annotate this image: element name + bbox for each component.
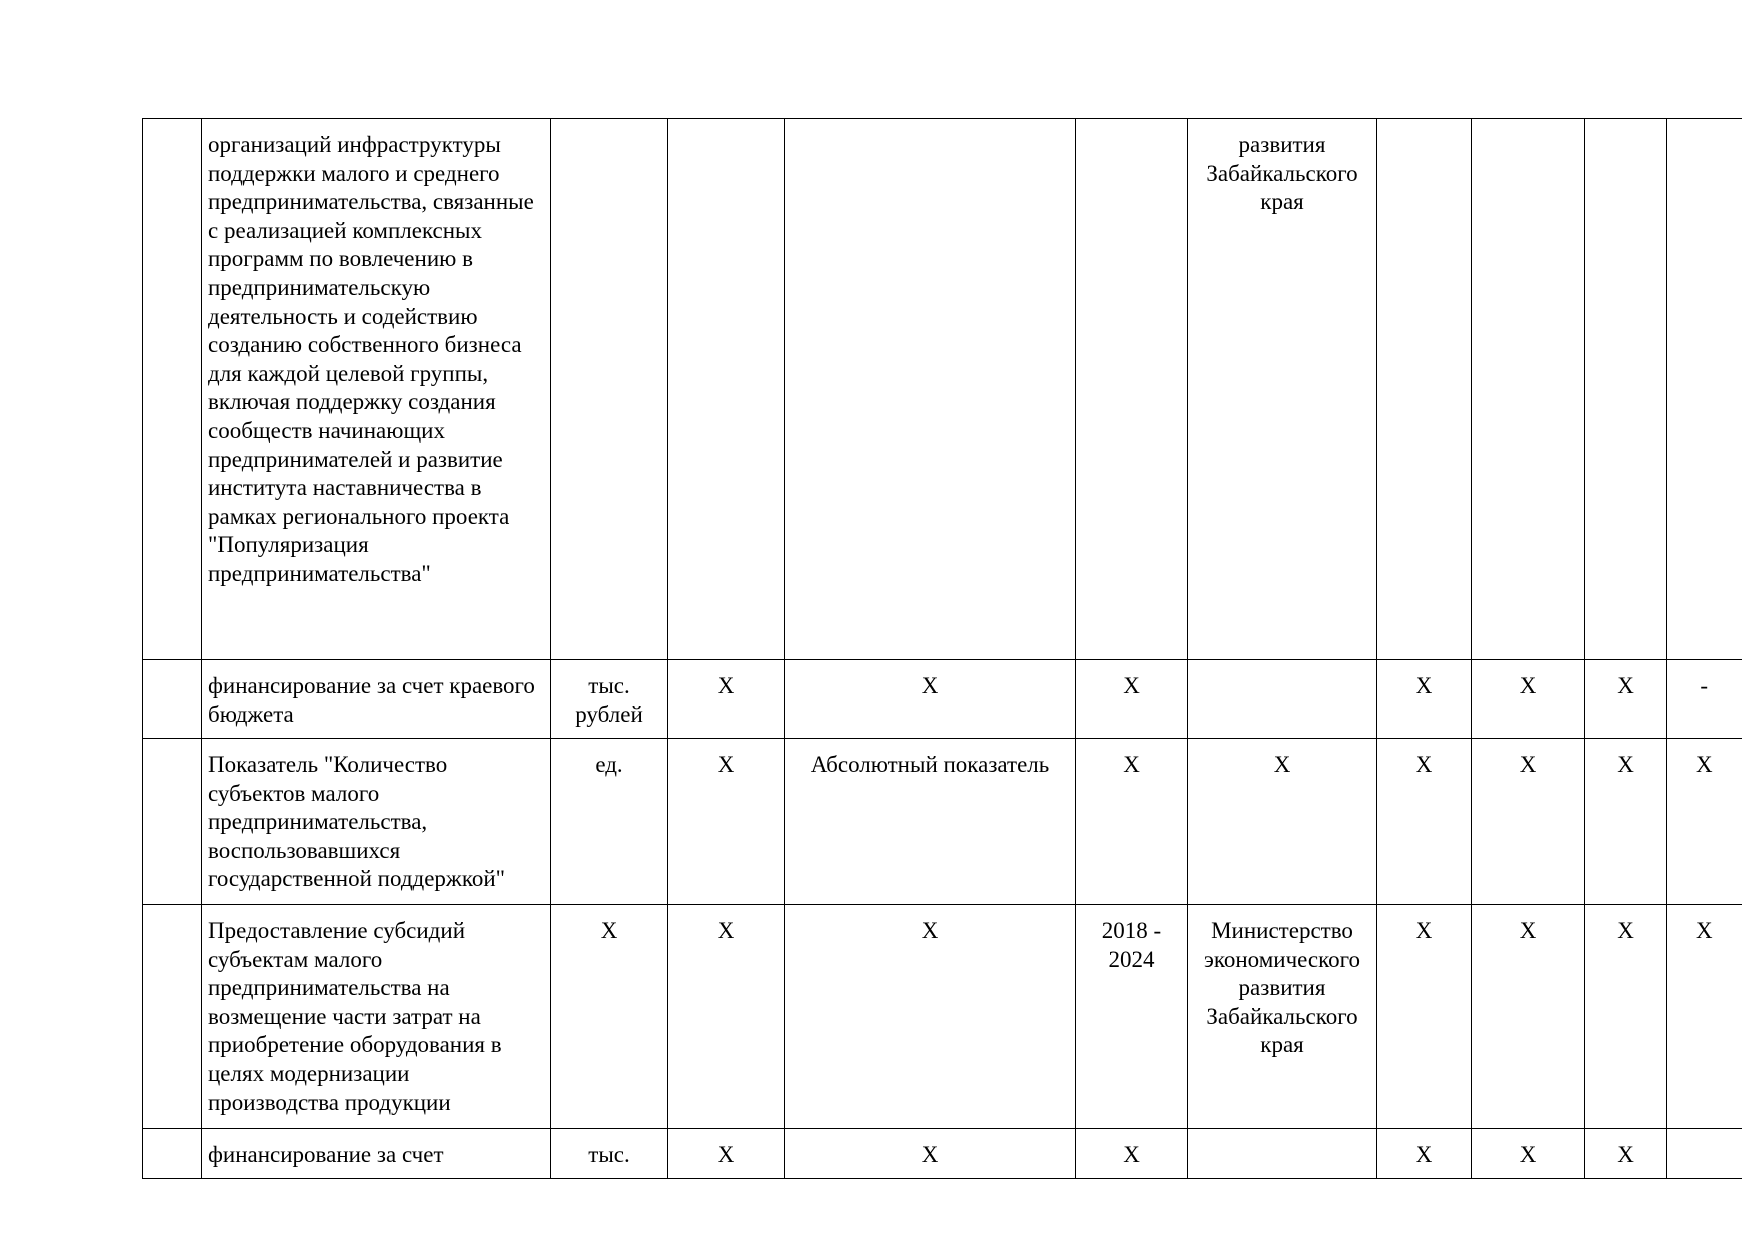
cell-col10: X — [1585, 660, 1667, 739]
cell-col9: X — [1472, 660, 1585, 739]
cell-unit — [551, 119, 668, 660]
cell-col10: X — [1585, 905, 1667, 1129]
cell-col10: X — [1585, 739, 1667, 905]
cell-col11: X — [1667, 739, 1742, 905]
cell-col4: X — [668, 905, 785, 1129]
cell-col10 — [1585, 119, 1667, 660]
cell-number — [143, 1129, 202, 1179]
cell-col8: X — [1377, 905, 1472, 1129]
cell-method — [785, 119, 1076, 660]
table-row — [143, 119, 1742, 660]
cell-method: X — [785, 905, 1076, 1129]
cell-number — [143, 905, 202, 1129]
cell-col9: X — [1472, 739, 1585, 905]
cell-col9: X — [1472, 905, 1585, 1129]
table-row — [143, 739, 1742, 905]
table-row — [143, 1129, 1742, 1179]
cell-col8 — [1377, 119, 1472, 660]
cell-col8: X — [1377, 739, 1472, 905]
cell-col4 — [668, 119, 785, 660]
cell-col11: - — [1667, 660, 1742, 739]
cell-method: X — [785, 1129, 1076, 1179]
cell-name: организаций инфраструктуры поддержки малого и среднего предпринимательства, связанные с реализацией комплексных программ по вовлечению в предпринимательскую деятельность и содействию созданию собственного бизнеса для каждой целевой группы, включая поддержку создания сообществ начинающих предпринимателей и развитие института наставничества в рамках регионального проекта "Популяризация предпринимательства" — [202, 119, 551, 660]
cell-col11: X — [1667, 905, 1742, 1129]
cell-name: финансирование за счет — [202, 1129, 551, 1179]
program-measures-table — [142, 118, 1742, 1179]
cell-col4: X — [668, 1129, 785, 1179]
cell-unit: ед. — [551, 739, 668, 905]
cell-col8: X — [1377, 1129, 1472, 1179]
cell-period: X — [1076, 1129, 1188, 1179]
cell-number — [143, 739, 202, 905]
cell-col4: X — [668, 739, 785, 905]
cell-col8: X — [1377, 660, 1472, 739]
cell-col11 — [1667, 1129, 1742, 1179]
cell-unit: тыс. рублей — [551, 660, 668, 739]
cell-number — [143, 660, 202, 739]
cell-col11 — [1667, 119, 1742, 660]
cell-col9 — [1472, 119, 1585, 660]
cell-unit: X — [551, 905, 668, 1129]
cell-name: финансирование за счет краевого бюджета — [202, 660, 551, 739]
cell-method: X — [785, 660, 1076, 739]
cell-period: 2018 - 2024 — [1076, 905, 1188, 1129]
cell-name: Показатель "Количество субъектов малого предпринимательства, воспользовавшихся государственной поддержкой" — [202, 739, 551, 905]
cell-number — [143, 119, 202, 660]
cell-method: Абсолютный показатель — [785, 739, 1076, 905]
cell-col4: X — [668, 660, 785, 739]
cell-period: X — [1076, 739, 1188, 905]
cell-name: Предоставление субсидий субъектам малого предпринимательства на возмещение части затрат на приобретение оборудования в целях модернизации производства продукции — [202, 905, 551, 1129]
cell-unit: тыс. — [551, 1129, 668, 1179]
table-row — [143, 905, 1742, 1129]
cell-executor: развития Забайкальского края — [1188, 119, 1377, 660]
cell-executor: Министерство экономического развития Забайкальского края — [1188, 905, 1377, 1129]
cell-col10: X — [1585, 1129, 1667, 1179]
cell-executor — [1188, 1129, 1377, 1179]
cell-col9: X — [1472, 1129, 1585, 1179]
cell-period — [1076, 119, 1188, 660]
table-row — [143, 660, 1742, 739]
cell-executor: X — [1188, 739, 1377, 905]
cell-period: X — [1076, 660, 1188, 739]
cell-executor — [1188, 660, 1377, 739]
